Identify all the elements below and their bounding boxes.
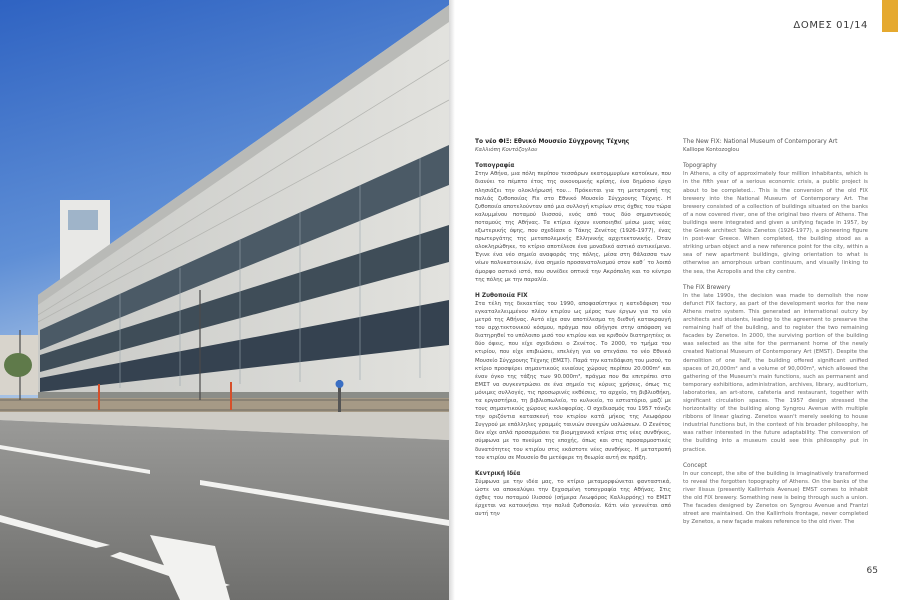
page-gutter (449, 0, 455, 600)
greek-heading-topography: Τοπογραφία (475, 163, 515, 170)
greek-author: Καλλιόπη Κοντόζογλου (475, 147, 538, 154)
greek-heading-fix-brewery: Η Ζυθοποιία FIX (475, 292, 528, 299)
greek-body-concept: Σύμφωνα με την ιδέα μας, το κτίριο μεταμορφώνεται φανταστικά, ώστε να αποκαλύψει την ξεχασμένη τοπογραφία της Αθήνας. Στις όχθες του ποταμού Ιλισσού (σήμερα Λεωφόρος Καλλιρρόης) το ΕΜΣΤ έρχεται να κατοικήσει την παλιά ζυθοποιία. Κάτι νέο γεννιέται από αυτή την (475, 478, 671, 518)
greek-article-title: Το νέο ΦΙΞ: Εθνικό Μουσείο Σύγχρονης Τέχνης (475, 139, 630, 145)
english-author: Kalliope Kontozoglou (683, 147, 740, 154)
english-heading-fix-brewery: The FIX Brewery (683, 284, 731, 291)
greek-body-fix-brewery: Στα τέλη της δεκαετίας του 1990, αποφασίστηκε η κατεδάφιση του εγκαταλελειμμένου πλέον κτιρίου ως μέρος των έργων για το νέο μετρό της Αθήνας. Αυτό είχε σαν αποτέλεσμα τη διεθνή κατακραυγή του αρχιτεκτονικού κόσμου, πράγμα που οδήγησε στην απόφαση να διατηρηθεί το υπόλοιπο μισό του κτιρίου και να κριθούν διατηρητέες οι δύο όψεις, που είχε σχεδιάσει ο Ζενέτος. Το 2000, το τμήμα του κτιρίου, που είχε επιβιώσει, επελέγη για να στεγάσει το νέο Εθνικό Μουσείο Σύγχρονης Τέχνης (ΕΜΣΤ). Παρά την κατεδάφιση του μισού, το κτίριο προσφέρει σημαντικούς ενιαίους χώρους περίπου 20.000m² και έναν όγκο της τάξης των 90.000m³, πράγμα που θα επιτρέπει στο ΕΜΣΤ να συγκεντρώσει σε ένα σημείο τις κύριες χρήσεις, όπως τις μόνιμες συλλογές, τις προσωρινές εκθέσεις, το αρχείο, τη βιβλιοθήκη, τα εργαστήρια, τη βιβλιοπωλείο, το κυλικείο, το εστιατόριο, μαζί με τους σημαντικούς χώρους κυκλοφορίας. Ο σχεδιασμός του 1957 τόνιζε την οριζόντια κατασκευή του κτιρίου κατά μήκος της Λεωφόρου Συγγρού με επάλληλες γραμμές ταινιών συνεχών υαλώσεων. Ο Ζενέτος δεν είχε απλά προσαρμόσει τα βιομηχανικά κτίρια στις νέες συνθήκες, σύμφωνα με το πνεύμα της εποχής, όπως και στις προσαρμοστικές δυνατότητες του κτιρίου στις εκάστοτε νέες συνθήκες. Η μετατροπή του κτιρίου σε Μουσείο θα μετέφερε τη θεωρία αυτή σε πράξη. (475, 300, 671, 461)
section-label: ΔΟΜΕΣ 01/14 (793, 20, 868, 31)
greek-heading-concept: Κεντρική Ιδέα (475, 470, 521, 477)
section-tab-marker (882, 0, 898, 32)
english-heading-concept: Concept (683, 462, 707, 469)
greek-column (475, 138, 671, 518)
english-body-fix-brewery: In the late 1990s, the decision was made to demolish the now defunct FIX factory, as part of the development works for the new Athens metro system. This generated an international outcry by architects and students, leading to the agreement to preserve the remaining half of the building, and to register the two remaining facades by Zenetos. In 2000, the surviving portion of the building was selected as the site for the permanent home of the newly created National Museum of Contemporary Art (EMST). Despite the demolition of one half, the building offered significant unified spaces of 20,000m² and a volume of 90,000m³, which allowed the gathering of the Museum's main functions, such as permanent and temporary exhibitions, administration, archives, library, auditorium, laboratories, an art-store, cafeteria and restaurant, together with significant circulation spaces. The 1957 design stressed the horizontality of the building along Syngrou Avenue with multiple ribbons of linear glazing. Zenetos wasn't merely seeking to house industrial functions but, in the context of his broader philosophy, he was rather interested in the future adaptability. The conversion of the building into a museum could see this philosophy put in practice. (683, 292, 868, 453)
english-body-concept: In our concept, the site of the building is imaginatively transformed to reveal the forgotten topography of Athens. On the banks of the river Ilissus (presently Kallirrhois Avenue) EMST comes to inhabit the old FIX brewery. Something new is being through such a union. The facades designed by Zenetos on Syngrou Avenue and Frantzi street are maintained. On the Kallirrhois frontage, never completed by Zenetos, a new façade makes reference to the old river. The (683, 470, 868, 526)
english-heading-topography: Topography (683, 163, 717, 170)
page-number: 65 (866, 566, 878, 576)
english-article-title: The New FIX: National Museum of Contemporary Art (683, 139, 838, 145)
greek-body-topography: Στην Αθήνα, μια πόλη περίπου τεσσάρων εκατομμυρίων κατοίκων, που διανύει το πέμπτο έτος της οικονομικής κρίσης, ένα δημόσιο έργο πλησιάζει την ολοκλήρωσή του... Πρόκειται για τη μετατροπή της παλιάς ζυθοποιίας Fix στο Εθνικό Μουσείο Σύγχρονης Τέχνης. Η ζυθοποιία αποτελούνταν από μια συλλογή κτιρίων στις όχθες του τώρα καλυμμένου ποταμού Ιλισσού, ενός από τους δύο σημαντικούς ποταμούς της Αθήνας. Τα κτίρια έχουν ενοποιηθεί μέσω μιας νέας εξωτερικής όψης, που σχεδίασε ο Τάκης Ζενέτος (1926-1977), ένας πρωτεργάτης της μεταπολεμικής Ελληνικής αρχιτεκτονικής. Όταν ολοκληρώθηκε, το κτίριο αποτέλεσε ένα μοναδικό αστικό αντικείμενο. Έγινε ένα νέο σημείο αναφοράς της πόλης, μέσα στη θάλασσα των νέων πολυκατοικιών, ένα σημείο προσανατολισμού στον καθ΄ το λοιπό άμορφο αστικό ιστό, που συνέδεε οπτικά την Ακρόπολη και το κέντρο της πόλης με την παραλία. (475, 171, 671, 283)
english-body-topography: In Athens, a city of approximately four million inhabitants, which is in the fifth year of a serious economic crisis, a public project is about to be completed... This is the conversion of the old FIX brewery into the National Museum of Contemporary Art. The brewery consisted of a collection of buildings situated on the banks of a now covered river, one of the original two rivers of Athens. The buildings were integrated and given a unifying façade in 1957, by the Greek architect Takis Zenetos (1926-1977), a pioneering figure in post-war Greece. When completed, the building stood as a striking urban object and a new reference point for the city, within a sea of new apartment buildings, giving orientation to what is otherwise an amorphous urban continuum, and visually linking to the sea, the Acropolis and the city centre. (683, 171, 868, 275)
english-column (683, 138, 868, 527)
